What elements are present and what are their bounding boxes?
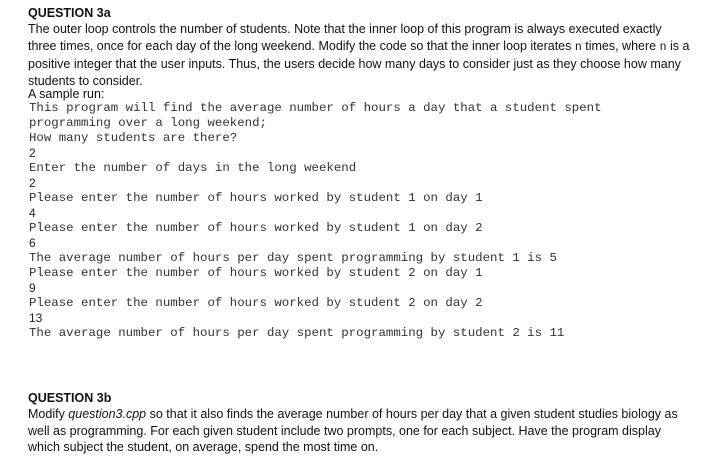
sample-run-line: Please enter the number of hours worked by student 1 on day 2 — [29, 221, 483, 235]
q3b-filename: question3.cpp — [68, 407, 147, 421]
sample-run-line: Please enter the number of hours worked by student 2 on day 1 — [29, 266, 483, 280]
question-3b-description — [28, 406, 693, 456]
sample-run-line: This program will find the average number of hours a day that a student spent — [29, 101, 602, 115]
q3b-text-part2: so that it also finds the average number of hours per day that a given student studies biology as well as programming. For each given student include two prompts, one for each subject. Have the program display which subject the student, on average, spend the most time on. — [28, 407, 678, 454]
sample-run-line: 2 — [29, 176, 36, 190]
sample-run-line: programming over a long weekend; — [29, 116, 267, 130]
sample-run-line: 6 — [29, 236, 36, 250]
sample-run-label: A sample run: — [28, 87, 105, 101]
q3a-text-part3: is a positive integer that the user inputs. Thus, the users decide how many days to consider just as they choose how many students to consider. — [28, 38, 690, 88]
sample-run-transcript — [29, 101, 699, 341]
sample-run-line: 2 — [29, 146, 36, 160]
sample-run-line: How many students are there? — [29, 131, 238, 145]
sample-run-line: Enter the number of days in the long weekend — [29, 161, 357, 175]
question-3b-heading: QUESTION 3b — [28, 391, 112, 405]
question-3a-heading: QUESTION 3a — [28, 6, 111, 20]
q3a-var-n: n — [659, 40, 667, 54]
q3a-text-part2: times, where — [581, 38, 660, 53]
q3a-text-part1: The outer loop controls the number of students. Note that the inner loop of this program is always executed exactly three times, once for each day of the long weekend. Modify the code so that the inner loop iterates — [28, 22, 662, 53]
sample-run-line: 13 — [29, 311, 43, 325]
sample-run-line: Please enter the number of hours worked by student 2 on day 2 — [29, 296, 483, 310]
sample-run-line: Please enter the number of hours worked by student 1 on day 1 — [29, 191, 483, 205]
sample-run-line: 9 — [29, 281, 36, 295]
sample-run-line: 4 — [29, 206, 36, 220]
question-3a-description — [28, 21, 693, 89]
q3a-var-n: n — [574, 40, 582, 54]
q3b-text-part1: Modify — [28, 407, 69, 421]
sample-run-line: The average number of hours per day spent programming by student 2 is 11 — [29, 326, 565, 340]
sample-run-line: The average number of hours per day spent programming by student 1 is 5 — [29, 251, 557, 265]
